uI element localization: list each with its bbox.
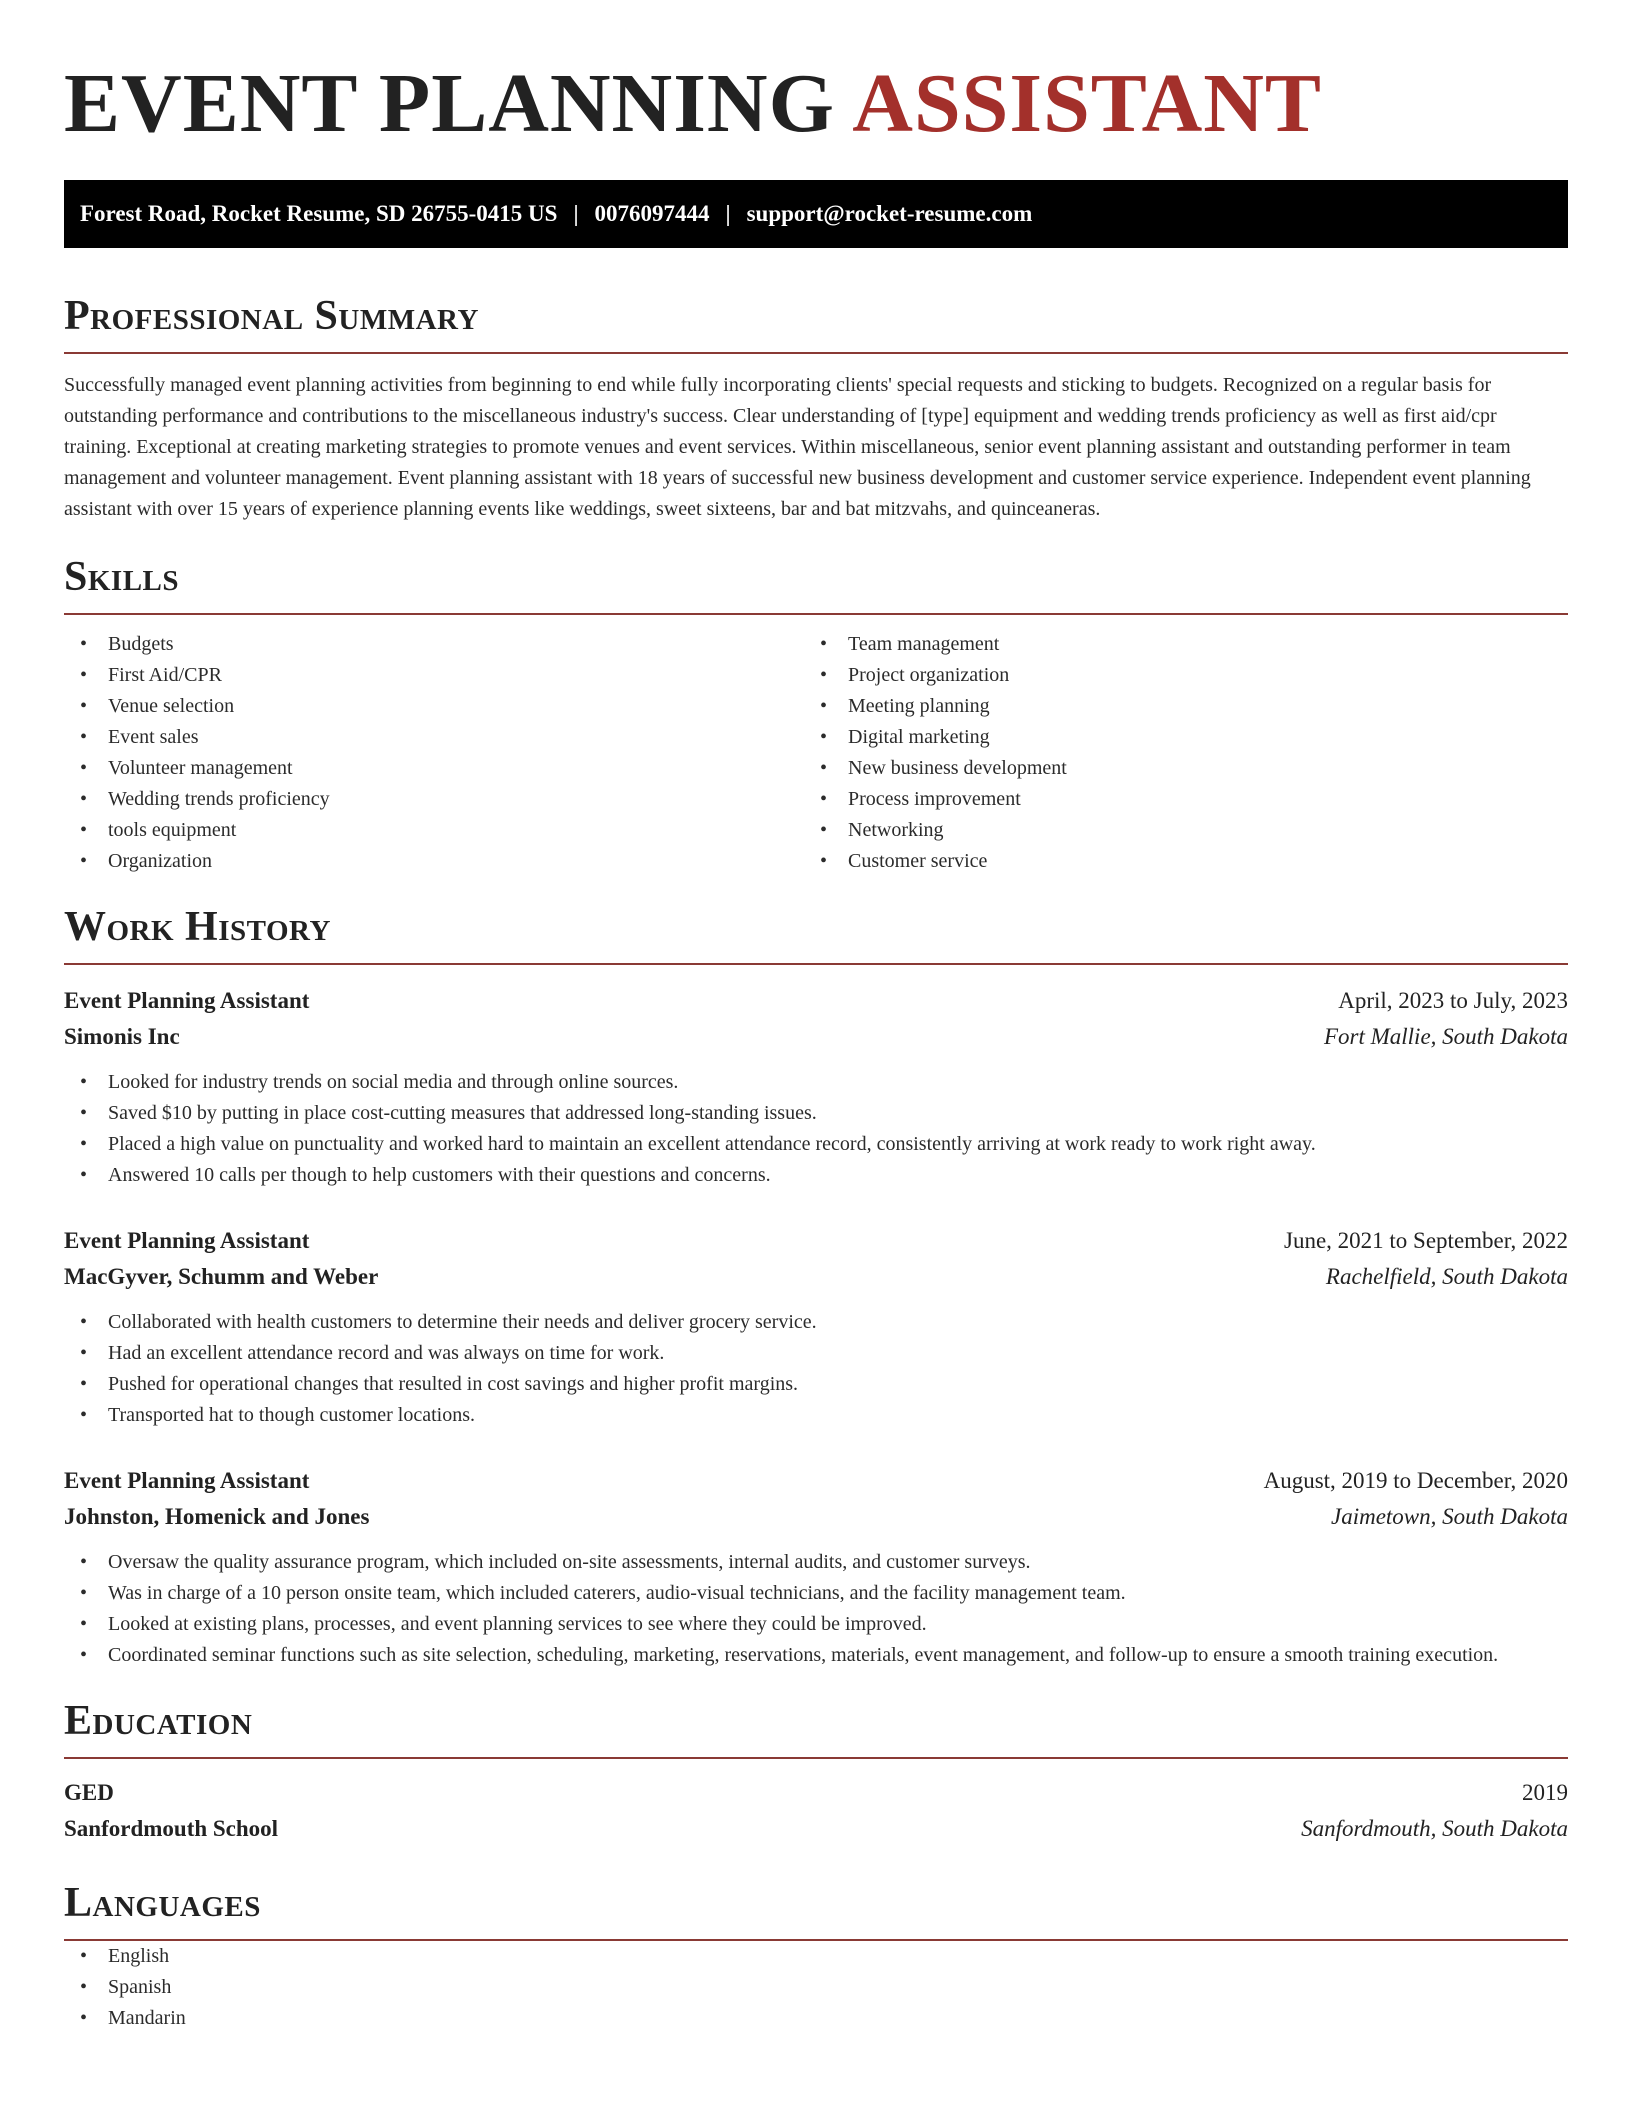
skill-item: • Venue selection xyxy=(64,691,804,722)
languages-heading: Languages xyxy=(64,1880,261,1926)
job-bullet: • Oversaw the quality assurance program, which included on-site assessments, internal audits, and customer surveys. xyxy=(64,1547,1568,1578)
job-location: Rachelfield, South Dakota xyxy=(1325,1264,1568,1289)
skills-heading: Skills xyxy=(64,554,180,600)
skill-item: • New business development xyxy=(804,753,1544,784)
job-bullet: • Saved $10 by putting in place cost-cutting measures that addressed long-standing issues. xyxy=(64,1098,1568,1129)
job-bullets xyxy=(64,1067,1568,1191)
job-bullets xyxy=(64,1547,1568,1671)
job-bullet: • Pushed for operational changes that resulted in cost savings and higher profit margins. xyxy=(64,1369,1568,1400)
section-divider xyxy=(64,613,1568,615)
job-title: Event Planning Assistant xyxy=(64,1228,310,1253)
job-bullet: • Answered 10 calls per though to help customers with their questions and concerns. xyxy=(64,1160,1568,1191)
skill-item: • Wedding trends proficiency xyxy=(64,784,804,815)
job-title-row xyxy=(64,983,1568,1019)
skill-item: • Process improvement xyxy=(804,784,1544,815)
education-heading: Education xyxy=(64,1698,253,1744)
job-dates: April, 2023 to July, 2023 xyxy=(1338,988,1568,1013)
skills-list xyxy=(64,629,1568,877)
job-title: Event Planning Assistant xyxy=(64,988,310,1013)
skills-column-left xyxy=(64,629,804,877)
contact-phone: 0076097444 xyxy=(594,201,710,226)
job-company: Johnston, Homenick and Jones xyxy=(64,1504,370,1529)
skill-item: • Customer service xyxy=(804,846,1544,877)
education-location: Sanfordmouth, South Dakota xyxy=(1301,1816,1568,1841)
skill-item: • First Aid/CPR xyxy=(64,660,804,691)
title-accent: ASSISTANT xyxy=(852,57,1322,150)
contact-separator: | xyxy=(573,201,579,226)
contact-separator: | xyxy=(725,201,731,226)
education-degree-row xyxy=(64,1775,1568,1811)
job-bullet: • Placed a high value on punctuality and worked hard to maintain an excellent attendance record, consistently arriving at work ready to work right away. xyxy=(64,1129,1568,1160)
job-bullet: • Collaborated with health customers to determine their needs and deliver grocery service. xyxy=(64,1307,1568,1338)
job-bullet: • Looked for industry trends on social media and through online sources. xyxy=(64,1067,1568,1098)
job-title-row xyxy=(64,1223,1568,1259)
languages-list xyxy=(64,1941,1568,2034)
job-bullets xyxy=(64,1307,1568,1431)
contact-address: Forest Road, Rocket Resume, SD 26755-0415 US xyxy=(80,201,558,226)
job-location: Fort Mallie, South Dakota xyxy=(1323,1024,1568,1049)
job-company-row xyxy=(64,1259,1568,1295)
skill-item: • Digital marketing xyxy=(804,722,1544,753)
skill-item: • Meeting planning xyxy=(804,691,1544,722)
education-entry xyxy=(64,1775,1568,1847)
education-school: Sanfordmouth School xyxy=(64,1816,279,1841)
language-item: • Spanish xyxy=(64,1972,1568,2003)
section-divider xyxy=(64,1757,1568,1759)
skill-item: • Organization xyxy=(64,846,804,877)
work-history-heading: Work History xyxy=(64,904,331,950)
skill-item: • Team management xyxy=(804,629,1544,660)
job-company-row xyxy=(64,1019,1568,1055)
summary-text: Successfully managed event planning activities from beginning to end while fully incorporating clients' special requests and sticking to budgets. Recognized on a regular basis for outstanding performance and contributions to the miscellaneous industry's success. Clear understanding of [type] equipment and wedding trends proficiency as well as first aid/cpr training. Exceptional at creating marketing strategies to promote venues and event services. Within miscellaneous, senior event planning assistant and outstanding performer in team management and volunteer management. Event planning assistant with 18 years of successful new business development and customer service experience. Independent event planning assistant with over 15 years of experience planning events like weddings, sweet sixteens, bar and bat mitzvahs, and quinceaneras. xyxy=(64,374,1531,520)
job-dates: August, 2019 to December, 2020 xyxy=(1263,1468,1568,1493)
resume-title xyxy=(64,58,1568,150)
job-company: MacGyver, Schumm and Weber xyxy=(64,1264,379,1289)
skill-item: • tools equipment xyxy=(64,815,804,846)
job-location: Jaimetown, South Dakota xyxy=(1331,1504,1568,1529)
section-divider xyxy=(64,963,1568,965)
skills-column-right xyxy=(804,629,1544,877)
job-entry xyxy=(64,1223,1568,1431)
education-degree: GED xyxy=(64,1780,114,1805)
job-title-row xyxy=(64,1463,1568,1499)
section-divider xyxy=(64,352,1568,354)
education-school-row xyxy=(64,1811,1568,1847)
skill-item: • Budgets xyxy=(64,629,804,660)
job-entry xyxy=(64,1463,1568,1671)
language-item: • English xyxy=(64,1941,1568,1972)
job-company-row xyxy=(64,1499,1568,1535)
skill-item: • Event sales xyxy=(64,722,804,753)
job-bullet: • Had an excellent attendance record and was always on time for work. xyxy=(64,1338,1568,1369)
job-title: Event Planning Assistant xyxy=(64,1468,310,1493)
contact-email[interactable]: support@rocket-resume.com xyxy=(746,201,1033,226)
skill-item: • Volunteer management xyxy=(64,753,804,784)
job-bullet: • Transported hat to though customer locations. xyxy=(64,1400,1568,1431)
contact-bar xyxy=(64,180,1568,248)
job-bullet: • Was in charge of a 10 person onsite team, which included caterers, audio-visual technicians, and the facility management team. xyxy=(64,1578,1568,1609)
job-bullet: • Coordinated seminar functions such as site selection, scheduling, marketing, reservations, materials, event management, and follow-up to ensure a smooth training execution. xyxy=(64,1640,1568,1671)
skill-item: • Project organization xyxy=(804,660,1544,691)
language-item: • Mandarin xyxy=(64,2003,1568,2034)
education-year: 2019 xyxy=(1522,1780,1568,1805)
title-main: EVENT PLANNING xyxy=(64,57,835,150)
job-company: Simonis Inc xyxy=(64,1024,180,1049)
skill-item: • Networking xyxy=(804,815,1544,846)
job-entry xyxy=(64,983,1568,1191)
job-dates: June, 2021 to September, 2022 xyxy=(1284,1228,1568,1253)
job-bullet: • Looked at existing plans, processes, and event planning services to see where they could be improved. xyxy=(64,1609,1568,1640)
summary-heading: Professional Summary xyxy=(64,293,479,339)
